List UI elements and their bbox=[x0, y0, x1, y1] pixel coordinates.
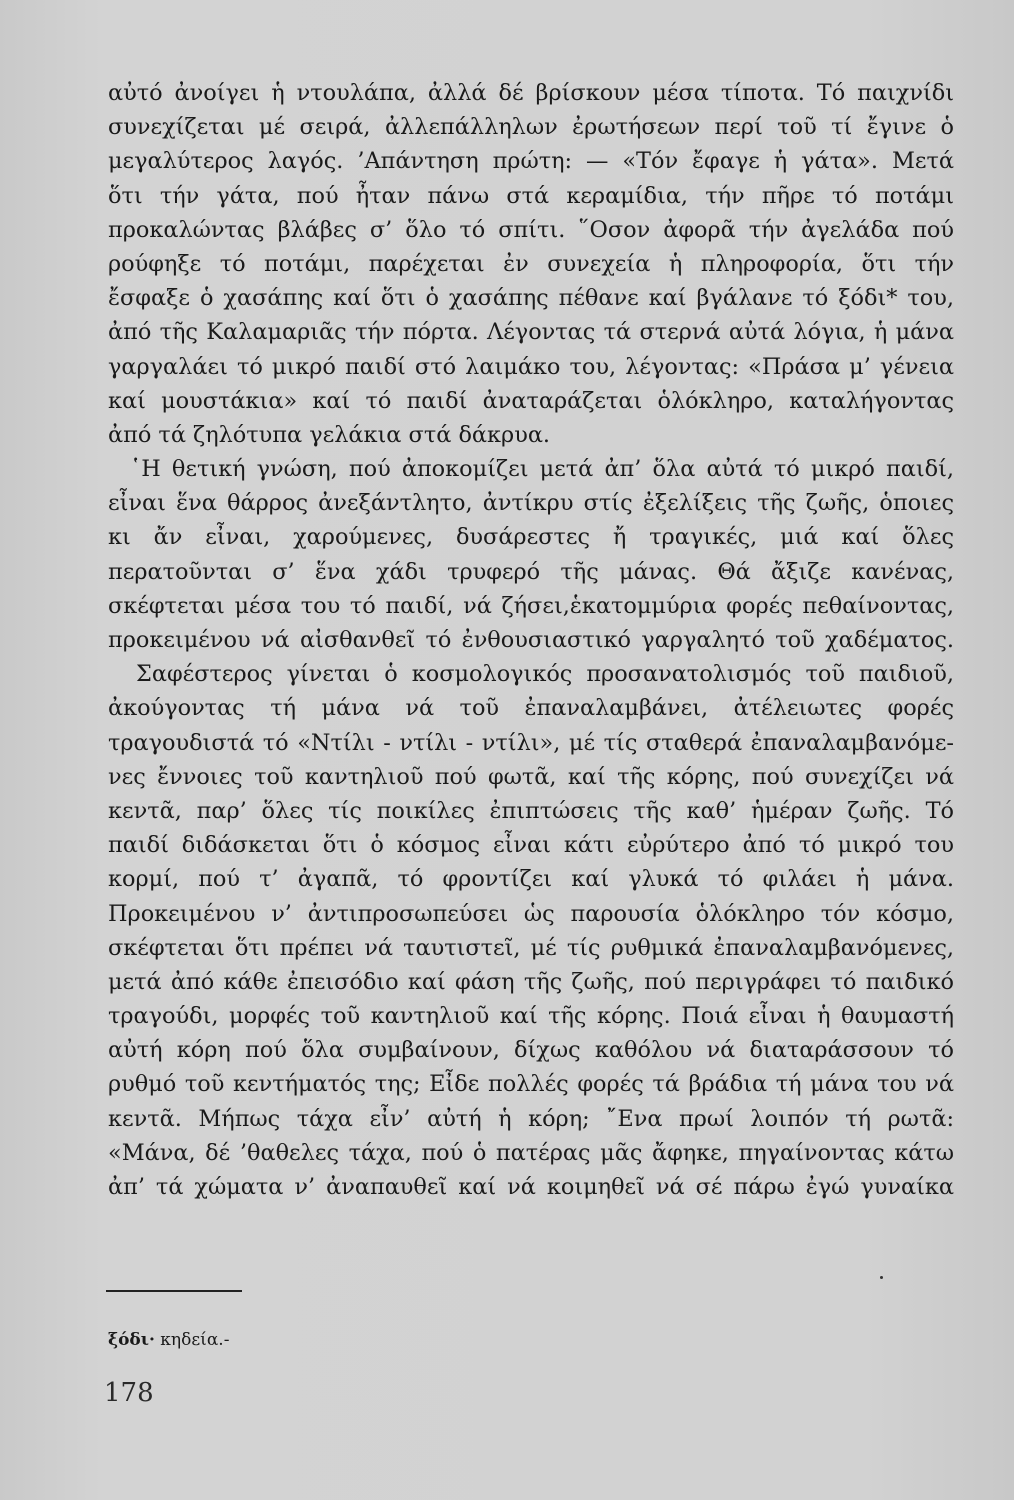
text-line: ῾Η θετική γνώση, πού ἀποκομίζει μετά ἀπ’ ὅλα αὐτά τό μικρό παιδί, bbox=[130, 456, 954, 483]
text-line: καί μουστάκια» καί τό παιδί ἀναταράζεται ὁλόκληρο, καταλήγοντας bbox=[108, 387, 954, 414]
text-line: νες ἔννοιες τοῦ καντηλιοῦ πού φωτᾶ, καί τῆς κόρης, πού συνεχίζει νά bbox=[108, 763, 954, 790]
text-line: τραγουδιστά τό «Ντίλι - ντίλι - ντίλι», μέ τίς σταθερά ἐπαναλαμβανόμε- bbox=[108, 729, 954, 756]
text-line: κεντᾶ, παρ’ ὅλες τίς ποικίλες ἐπιπτώσεις τῆς καθ’ ἡμέραν ζωῆς. Τό bbox=[108, 797, 954, 824]
text-line: ἀπό τῆς Καλαμαριᾶς τήν πόρτα. Λέγοντας τά στερνά αὐτά λόγια, ἡ μάνα bbox=[108, 319, 954, 346]
footnote bbox=[108, 1330, 229, 1350]
text-line: κι ἄν εἶναι, χαρούμενες, δυσάρεστες ἤ τραγικές, μιά καί ὅλες bbox=[108, 524, 954, 551]
text-line: προκαλώντας βλάβες σ’ ὅλο τό σπίτι. ῞Οσον ἀφορᾶ τήν ἀγελάδα πού bbox=[108, 216, 954, 243]
text-line: «Μάνα, δέ ’θαθελες τάχα, πού ὁ πατέρας μᾶς ἄφηκε, πηγαίνοντας κάτω bbox=[108, 1139, 954, 1166]
footnote-divider bbox=[106, 1290, 242, 1292]
footnote-definition: κηδεία.- bbox=[154, 1330, 230, 1350]
text-line: Προκειμένου ν’ ἀντιπροσωπεύσει ὡς παρουσία ὁλόκληρο τόν κόσμο, bbox=[108, 900, 954, 927]
speck-mark bbox=[880, 1276, 883, 1279]
text-line: ἀπό τά ζηλότυπα γελάκια στά δάκρυα. bbox=[108, 421, 551, 448]
text-line: εἶναι ἕνα θάρρος ἀνεξάντλητο, ἀντίκρυ στίς ἐξελίξεις τῆς ζωῆς, ὁποιες bbox=[108, 490, 954, 517]
text-line: παιδί διδάσκεται ὅτι ὁ κόσμος εἶναι κάτι εὐρύτερο ἀπό τό μικρό του bbox=[108, 832, 954, 859]
text-line: αὐτό ἀνοίγει ἡ ντουλάπα, ἀλλά δέ βρίσκουν μέσα τίποτα. Τό παιχνίδι bbox=[108, 80, 954, 106]
text-line: προκειμένου νά αἰσθανθεῖ τό ἐνθουσιαστικό γαργαλητό τοῦ χαδέματος. bbox=[108, 627, 954, 653]
text-line: αὐτή κόρη πού ὅλα συμβαίνουν, δίχως καθόλου νά διαταράσσουν τό bbox=[108, 1037, 954, 1064]
text-line: ρούφηξε τό ποτάμι, παρέχεται ἐν συνεχεία ἡ πληροφορία, ὅτι τήν bbox=[108, 250, 954, 277]
text-line: ρυθμό τοῦ κεντήματός της; Εἶδε πολλές φορές τά βράδια τή μάνα του νά bbox=[108, 1071, 954, 1098]
footnote-term: ξόδι· bbox=[108, 1330, 155, 1350]
text-line: ὅτι τήν γάτα, πού ἦταν πάνω στά κεραμίδια, τήν πῆρε τό ποτάμι bbox=[108, 182, 954, 209]
page-number: 178 bbox=[104, 1378, 154, 1408]
text-line: συνεχίζεται μέ σειρά, ἀλλεπάλληλων ἐρωτήσεων περί τοῦ τί ἔγινε ὁ bbox=[108, 114, 954, 141]
text-line: ἀπ’ τά χώματα ν’ ἀναπαυθεῖ καί νά κοιμηθεῖ νά σέ πάρω ἐγώ γυναίκα bbox=[108, 1174, 954, 1200]
text-line: Σαφέστερος γίνεται ὁ κοσμολογικός προσανατολισμός τοῦ παιδιοῦ, bbox=[136, 661, 954, 688]
text-line: ἀκούγοντας τή μάνα νά τοῦ ἐπαναλαμβάνει, ἀτέλειωτες φορές bbox=[108, 695, 954, 722]
text-line: περατοῦνται σ’ ἕνα χάδι τρυφερό τῆς μάνας. Θά ἄξιζε κανένας, bbox=[108, 558, 954, 585]
text-line: κεντᾶ. Μήπως τάχα εἶν’ αὐτή ἡ κόρη; ῎Ενα πρωί λοιπόν τή ρωτᾶ: bbox=[108, 1105, 954, 1132]
text-line: γαργαλάει τό μικρό παιδί στό λαιμάκο του, λέγοντας: «Πράσα μ’ γένεια bbox=[108, 353, 954, 380]
body-text bbox=[108, 76, 954, 1204]
text-line: σκέφτεται μέσα του τό παιδί, νά ζήσει,ἑκατομμύρια φορές πεθαίνοντας, bbox=[108, 592, 954, 619]
text-line: κορμί, πού τ’ ἀγαπᾶ, τό φροντίζει καί γλυκά τό φιλάει ἡ μάνα. bbox=[108, 866, 954, 893]
text-line: μετά ἀπό κάθε ἐπεισόδιο καί φάση τῆς ζωῆς, πού περιγράφει τό παιδικό bbox=[108, 968, 954, 995]
text-line: μεγαλύτερος λαγός. ’Απάντηση πρώτη: — «Τόν ἔφαγε ἡ γάτα». Μετά bbox=[108, 148, 954, 175]
text-line: ἔσφαξε ὁ χασάπης καί ὅτι ὁ χασάπης πέθανε καί βγάλανε τό ξόδι* του, bbox=[108, 285, 954, 312]
text-line: τραγούδι, μορφές τοῦ καντηλιοῦ καί τῆς κόρης. Ποιά εἶναι ἡ θαυμαστή bbox=[108, 1003, 954, 1030]
text-line: σκέφτεται ὅτι πρέπει νά ταυτιστεῖ, μέ τίς ρυθμικά ἐπαναλαμβανόμενες, bbox=[108, 934, 954, 961]
